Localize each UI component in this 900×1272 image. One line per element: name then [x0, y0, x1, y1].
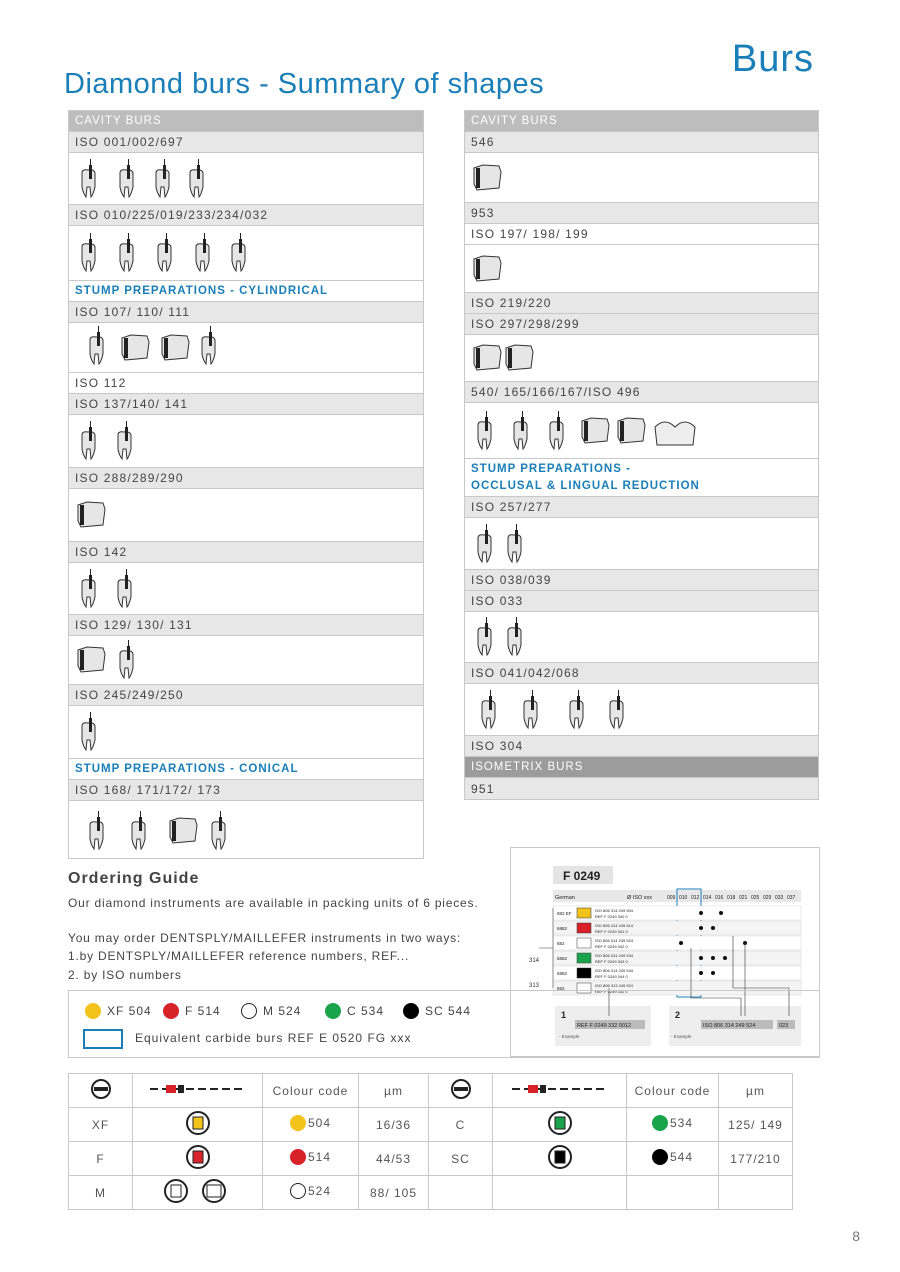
- example-row-code: 882 EF: [557, 911, 572, 916]
- white-dot-icon: [290, 1183, 306, 1199]
- iso-label: ISO 168/ 171/172/ 173: [69, 780, 423, 801]
- grade-ring-cell: [133, 1108, 263, 1142]
- empty-cell: [627, 1176, 719, 1210]
- tooth-shape-icon: [469, 522, 549, 566]
- legend-item-xf: [85, 1003, 152, 1019]
- isometrix-header: ISOMETRIX BURS: [465, 757, 818, 778]
- example-size-label: 014: [703, 895, 712, 901]
- section-heading: STUMP PREPARATIONS - OCCLUSAL & LINGUAL REDUCTION: [465, 459, 818, 497]
- grit-grade-table: [68, 1073, 793, 1210]
- example-row-code: 5882: [557, 971, 568, 976]
- micron-value: 88/ 105: [359, 1176, 429, 1210]
- bur-shape-images: [69, 706, 423, 759]
- grade-name: SC: [429, 1142, 493, 1176]
- grade-name: C: [429, 1108, 493, 1142]
- example-availability-dot: [699, 971, 703, 975]
- iso-label: ISO 297/298/299: [465, 314, 818, 335]
- example-size-label: 033: [775, 895, 784, 901]
- yellow-dot-icon: [290, 1115, 306, 1131]
- ring-icon: [162, 1177, 234, 1205]
- bur-shank-icon: [510, 1081, 610, 1097]
- empty-cell: [719, 1176, 793, 1210]
- tooth-shape-icon: [73, 710, 123, 754]
- example-2-size: 023: [779, 1023, 789, 1029]
- example-availability-dot: [719, 911, 723, 915]
- iso-label: ISO 219/220: [465, 293, 818, 314]
- bur-shape-images: [69, 563, 423, 615]
- example-row-swatch: [577, 938, 591, 948]
- colour-code-cell: [627, 1108, 719, 1142]
- black-dot-icon: [403, 1003, 419, 1019]
- example-row-code: 6882: [557, 926, 568, 931]
- tooth-shape-icon: [73, 326, 233, 370]
- example-availability-dot: [699, 911, 703, 915]
- red-dot-icon: [290, 1149, 306, 1165]
- example-availability-dot: [699, 956, 703, 960]
- green-dot-icon: [652, 1115, 668, 1131]
- example-row-iso: ISO 806 314 249 544: [595, 968, 634, 973]
- example-availability-dot: [711, 971, 715, 975]
- iso-label: 951: [465, 778, 818, 799]
- iso-label: ISO 257/277: [465, 497, 818, 518]
- colour-code-value: 514: [307, 1150, 332, 1164]
- iso-label: ISO 137/140/ 141: [69, 394, 423, 415]
- bur-shape-images: [465, 153, 818, 203]
- tooth-shape-icon: [73, 567, 153, 611]
- micron-header: µm: [719, 1074, 793, 1108]
- example-row-iso: ISO 806 314 249 514: [595, 923, 634, 928]
- block-shape-icon: [73, 638, 153, 682]
- micron-header: µm: [359, 1074, 429, 1108]
- bur-shape-images: [69, 415, 423, 468]
- bur-shape-images: [465, 518, 818, 570]
- iso-label: ISO 038/039: [465, 570, 818, 591]
- iso-label: ISO 142: [69, 542, 423, 563]
- black-dot-icon: [652, 1149, 668, 1165]
- micron-value: 16/36: [359, 1108, 429, 1142]
- bur-shape-images: [69, 226, 423, 281]
- ordering-text: 2. by ISO numbers: [68, 968, 182, 982]
- example-size-label: 012: [691, 895, 700, 901]
- bur-shape-images: [69, 153, 423, 205]
- example-col-iso: Ø ISO xxx: [627, 895, 653, 901]
- example-ref: F 0249: [563, 869, 601, 883]
- empty-cell: [429, 1176, 493, 1210]
- example-size-label: 010: [679, 895, 688, 901]
- bur-shape-images: [69, 636, 423, 685]
- legend-item-f: [163, 1003, 221, 1019]
- bur-head-icon: [450, 1078, 472, 1100]
- grade-name: F: [69, 1142, 133, 1176]
- bur-shape-images: [465, 403, 818, 459]
- grade-header-cell: [69, 1074, 133, 1108]
- ordering-text: 1.by DENTSPLY/MAILLEFER reference numbers, REF...: [68, 949, 410, 963]
- example-availability-dot: [711, 956, 715, 960]
- example-row-ref: REF F 0249 344 0: [595, 974, 628, 979]
- legend-label: M 524: [263, 1004, 302, 1018]
- page-title: Diamond burs - Summary of shapes: [64, 68, 545, 100]
- tooth-shape-icon: [73, 157, 223, 201]
- iso-label: ISO 010/225/019/233/234/032: [69, 205, 423, 226]
- ordering-text: You may order DENTSPLY/MAILLEFER instruments in two ways:: [68, 931, 462, 945]
- tooth-shape-icon: [73, 419, 153, 463]
- legend-label: C 534: [347, 1004, 385, 1018]
- legend-label: F 514: [185, 1004, 221, 1018]
- bur-head-icon: [90, 1078, 112, 1100]
- example-side-313: 313: [529, 983, 540, 989]
- block-shape-icon: [469, 156, 519, 200]
- tooth-shape-icon: [73, 805, 243, 855]
- micron-value: 125/ 149: [719, 1108, 793, 1142]
- grade-ring-cell: [133, 1176, 263, 1210]
- colour-code-cell: [263, 1108, 359, 1142]
- bur-shape-images: [465, 335, 818, 382]
- tooth-shape-icon: [469, 407, 709, 455]
- iso-label: ISO 245/249/250: [69, 685, 423, 706]
- yellow-dot-icon: [85, 1003, 101, 1019]
- example-row-code: 5882: [557, 956, 568, 961]
- grade-ring-cell: [133, 1142, 263, 1176]
- example-row-ref: REF F 0249 341 0: [595, 929, 628, 934]
- red-dot-icon: [163, 1003, 179, 1019]
- example-row-ref: REF F 0249 340 0: [595, 914, 628, 919]
- legend-label: SC 544: [425, 1004, 472, 1018]
- example-size-label: 018: [727, 895, 736, 901]
- legend-item-sc: [403, 1003, 471, 1019]
- section-heading: STUMP PREPARATIONS - CYLINDRICAL: [69, 281, 423, 302]
- grade-name: M: [69, 1176, 133, 1210]
- iso-label: ISO 197/ 198/ 199: [465, 224, 818, 245]
- section-heading: STUMP PREPARATIONS - CONICAL: [69, 759, 423, 780]
- brand-heading: Burs: [731, 38, 814, 80]
- carbide-equivalent-label: Equivalent carbide burs REF E 0520 FG xxx: [135, 1031, 412, 1045]
- example-row-ref: REF F 0249 343 0: [595, 959, 628, 964]
- example-row-iso: ISO 806 314 249 534: [595, 953, 634, 958]
- example-row-ref: REF F 0249 332 0: [595, 989, 628, 994]
- example-size-label: 029: [763, 895, 772, 901]
- grade-name: XF: [69, 1108, 133, 1142]
- colour-code-header: Colour code: [627, 1074, 719, 1108]
- cavity-burs-header: CAVITY BURS: [465, 111, 818, 132]
- tooth-shape-icon: [469, 688, 649, 732]
- carbide-equivalent-swatch: [83, 1029, 123, 1049]
- example-size-label: 037: [787, 895, 796, 901]
- colour-code-value: 504: [307, 1116, 332, 1130]
- example-1-ref: REF F 0249 332 0012: [577, 1023, 632, 1029]
- empty-cell: [493, 1176, 627, 1210]
- colour-code-cell: [263, 1142, 359, 1176]
- iso-label: ISO 288/289/290: [69, 468, 423, 489]
- shank-header-cell: [133, 1074, 263, 1108]
- colour-code-cell: [627, 1142, 719, 1176]
- iso-label: ISO 129/ 130/ 131: [69, 615, 423, 636]
- tooth-shape-icon: [73, 231, 263, 275]
- ring-icon: [184, 1109, 212, 1137]
- iso-label: ISO 304: [465, 736, 818, 757]
- iso-label: ISO 112: [69, 373, 423, 394]
- example-side-314: 314: [529, 958, 540, 964]
- colour-code-value: 544: [669, 1150, 694, 1164]
- example-row-swatch: [577, 953, 591, 963]
- iso-label: 540/ 165/166/167/ISO 496: [465, 382, 818, 403]
- page-number: 8: [852, 1228, 860, 1244]
- bur-shape-images: [69, 801, 423, 858]
- example-size-label: 016: [715, 895, 724, 901]
- white-dot-icon: [241, 1003, 257, 1019]
- grade-ring-cell: [493, 1108, 627, 1142]
- green-dot-icon: [325, 1003, 341, 1019]
- iso-label: ISO 001/002/697: [69, 132, 423, 153]
- example-availability-dot: [723, 956, 727, 960]
- bur-shape-images: [465, 612, 818, 663]
- example-size-label: 021: [739, 895, 748, 901]
- ring-icon: [546, 1109, 574, 1137]
- example-availability-dot: [699, 926, 703, 930]
- ordering-guide-title: Ordering Guide: [68, 870, 200, 887]
- shank-header-cell: [493, 1074, 627, 1108]
- example-row-iso: ISO 806 314 249 504: [595, 908, 634, 913]
- example-row-swatch: [577, 923, 591, 933]
- example-row-code: 882: [557, 986, 565, 991]
- colour-code-value: 534: [669, 1116, 694, 1130]
- example-label: - Example: [671, 1034, 692, 1039]
- bur-shank-icon: [148, 1081, 248, 1097]
- iso-label: 953: [465, 203, 818, 224]
- micron-value: 44/53: [359, 1142, 429, 1176]
- example-row-iso: ISO 806 314 249 524: [595, 938, 634, 943]
- example-1-number: 1: [561, 1010, 567, 1020]
- cavity-burs-header: CAVITY BURS: [69, 111, 423, 132]
- colour-code-cell: [263, 1176, 359, 1210]
- grit-legend: [68, 990, 820, 1058]
- example-size-label: 025: [751, 895, 760, 901]
- bur-shape-images: [69, 489, 423, 542]
- iso-label: 546: [465, 132, 818, 153]
- grade-header-cell: [429, 1074, 493, 1108]
- example-availability-dot: [711, 926, 715, 930]
- example-availability-dot: [679, 941, 683, 945]
- ring-icon: [184, 1143, 212, 1171]
- colour-code-header: Colour code: [263, 1074, 359, 1108]
- iso-label: ISO 107/ 110/ 111: [69, 302, 423, 323]
- grade-ring-cell: [493, 1142, 627, 1176]
- legend-label: XF 504: [107, 1004, 152, 1018]
- right-shapes-table: [464, 110, 819, 800]
- block-shape-icon: [469, 247, 519, 291]
- example-2-ref: ISO 806 314 249 524: [703, 1023, 756, 1029]
- tooth-shape-icon: [469, 615, 549, 659]
- example-row-swatch: [577, 968, 591, 978]
- ring-icon: [546, 1143, 574, 1171]
- example-2-number: 2: [675, 1010, 681, 1020]
- block-shape-icon: [469, 336, 549, 380]
- example-size-label: 009: [667, 895, 676, 901]
- example-label: - Example: [559, 1034, 580, 1039]
- example-row-swatch: [577, 908, 591, 918]
- left-shapes-table: [68, 110, 424, 859]
- bur-shape-images: [465, 684, 818, 736]
- ordering-text: Our diamond instruments are available in packing units of 6 pieces.: [68, 896, 479, 910]
- iso-label: ISO 033: [465, 591, 818, 612]
- legend-item-m: [241, 1003, 301, 1019]
- bur-shape-images: [69, 323, 423, 373]
- bur-shape-images: [465, 245, 818, 293]
- example-row-ref: REF F 0249 342 0: [595, 944, 628, 949]
- example-col-german: German: [555, 895, 575, 901]
- iso-label: ISO 041/042/068: [465, 663, 818, 684]
- micron-value: 177/210: [719, 1142, 793, 1176]
- example-row-iso: ISO 806 313 249 524: [595, 983, 634, 988]
- block-shape-icon: [73, 493, 123, 537]
- example-row-code: 882: [557, 941, 565, 946]
- legend-item-c: [325, 1003, 384, 1019]
- colour-code-value: 524: [307, 1184, 332, 1198]
